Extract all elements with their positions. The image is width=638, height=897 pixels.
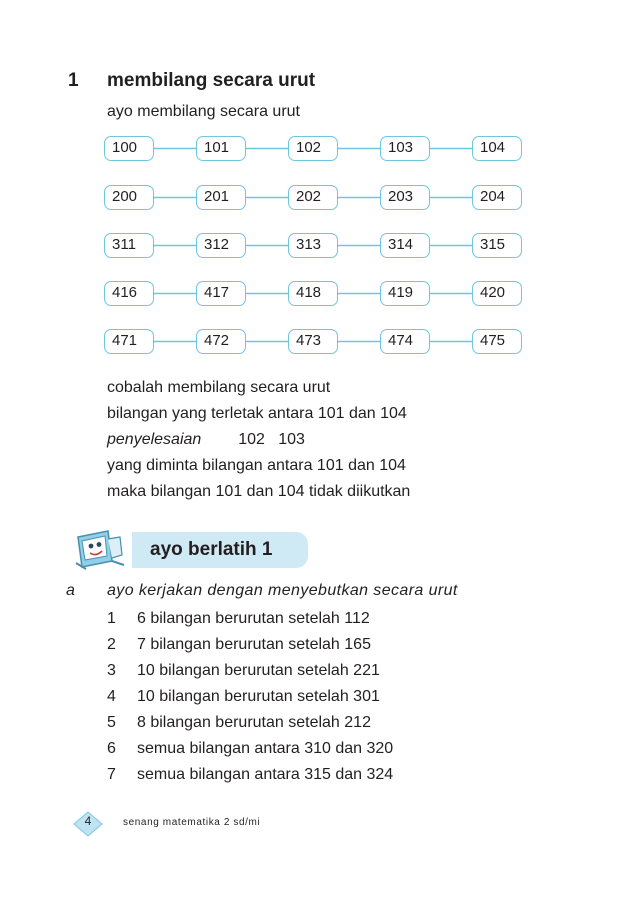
number-box: 417 [196,281,246,306]
exercise-item-text: 8 bilangan berurutan setelah 212 [137,714,371,731]
explanation-answer-line [107,430,305,450]
exercise-instruction: ayo kerjakan dengan menyebutkan secara urut [107,582,458,599]
exercise-item-number: 3 [107,662,116,679]
number-box: 104 [472,136,522,161]
exercise-letter: a [66,582,75,599]
page-number: 4 [84,814,92,828]
number-box: 203 [380,185,430,210]
number-box: 473 [288,329,338,354]
explanation-line-1: cobalah membilang secara urut [107,379,331,396]
section-title: membilang secara urut [107,70,316,91]
number-box: 201 [196,185,246,210]
number-box: 200 [104,185,154,210]
number-box: 472 [196,329,246,354]
exercise-item-number: 4 [107,688,116,705]
answer-label: penyelesaian [107,431,202,448]
number-box: 475 [472,329,522,354]
number-box: 311 [104,233,154,258]
number-box: 474 [380,329,430,354]
exercise-item-number: 7 [107,766,116,783]
exercise-item-text: 10 bilangan berurutan setelah 221 [137,662,380,679]
number-box: 418 [288,281,338,306]
number-box: 101 [196,136,246,161]
explanation-line-4: yang diminta bilangan antara 101 dan 104 [107,457,406,474]
section-number: 1 [68,70,79,91]
exercise-item-text: 6 bilangan berurutan setelah 112 [137,610,370,627]
number-box: 100 [104,136,154,161]
exercise-item-text: semua bilangan antara 315 dan 324 [137,766,394,783]
number-box: 420 [472,281,522,306]
number-box: 471 [104,329,154,354]
exercise-banner-title: ayo berlatih 1 [150,539,273,560]
answer-values: 102 103 [238,431,305,448]
number-box: 312 [196,233,246,258]
number-box: 103 [380,136,430,161]
number-box: 416 [104,281,154,306]
number-box: 102 [288,136,338,161]
exercise-item-number: 6 [107,740,116,757]
exercise-item-text: 7 bilangan berurutan setelah 165 [137,636,371,653]
explanation-line-5: maka bilangan 101 dan 104 tidak diikutkan [107,483,411,500]
number-box: 314 [380,233,430,258]
mascot-icon [72,525,128,571]
exercise-item-text: 10 bilangan berurutan setelah 301 [137,688,380,705]
exercise-item-number: 5 [107,714,116,731]
exercise-item-number: 1 [107,610,116,627]
exercise-item-number: 2 [107,636,116,653]
book-title: senang matematika 2 sd/mi [123,817,261,828]
explanation-line-2: bilangan yang terletak antara 101 dan 104 [107,405,407,422]
number-box: 419 [380,281,430,306]
number-box: 313 [288,233,338,258]
section-intro: ayo membilang secara urut [107,103,300,120]
number-box: 315 [472,233,522,258]
exercise-item-text: semua bilangan antara 310 dan 320 [137,740,394,757]
number-box: 204 [472,185,522,210]
number-box: 202 [288,185,338,210]
number-sequence-grid [104,136,524,356]
